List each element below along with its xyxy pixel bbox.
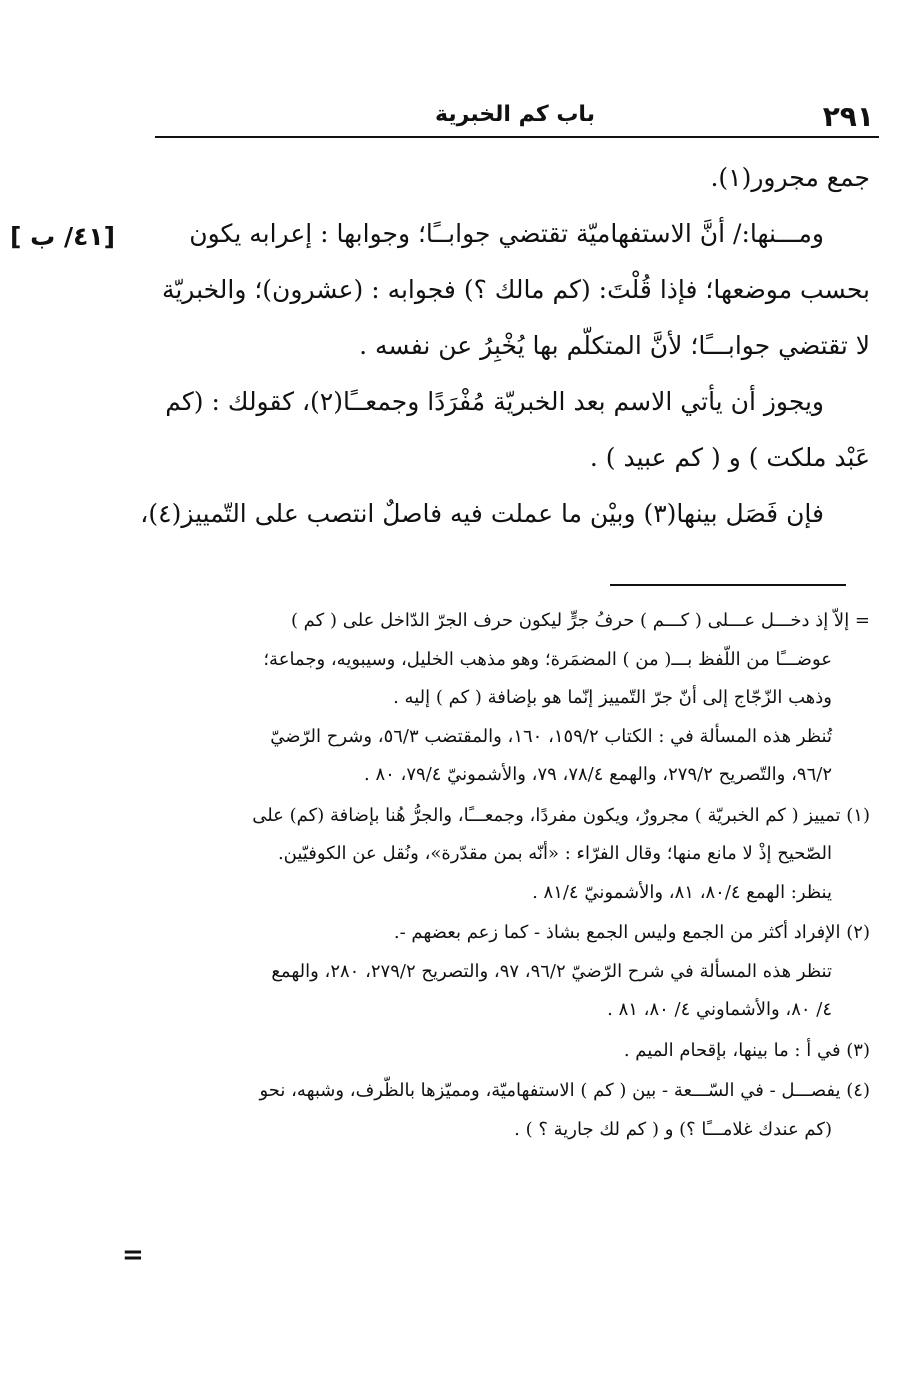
- main-text-line: ومـــنها:/ أنَّ الاستفهاميّة تقتضي جوابــًا؛ وجوابها : إعرابه يكون: [189, 219, 824, 248]
- main-text: [140, 150, 870, 542]
- footnotes: [150, 602, 870, 1151]
- footnote-line: ٤/ ٨٠، والأشماوني ٤/ ٨٠، ٨١ .: [607, 999, 832, 1020]
- footnote-3: [150, 1032, 870, 1071]
- footnote-line: ٩٦/٢، والتّصريح ٢٧٩/٢، والهمع ٧٨/٤، ٧٩، والأشمونيّ ٧٩/٤، ٨٠ .: [364, 764, 832, 785]
- footnote-line: (١) تمييز ( كم الخبريّة ) مجرورٌ، ويكون مفردًا، وجمعـــًا، والجرُّ هُنا بإضافة (كم) على: [252, 804, 870, 826]
- footnote-line: (٢) الإفراد أكثر من الجمع وليس الجمع بشاذ - كما زعم بعضهم -.: [393, 922, 870, 943]
- footnote-separator: [610, 584, 846, 586]
- main-text-line: جمع مجرور(١).: [710, 163, 870, 192]
- footnote-line: ينظر: الهمع ٨٠/٤، ٨١، والأشمونيّ ٨١/٤ .: [532, 881, 832, 903]
- page-header: [150, 96, 880, 136]
- header-rule: [155, 136, 879, 138]
- page-number: ٢٩١: [822, 100, 874, 133]
- footnote-line: تنظر هذه المسألة في شرح الرّضيّ ٩٦/٢، ٩٧، والتصريح ٢٧٩/٢، ٢٨٠، والهمع: [271, 960, 832, 982]
- footnote-line: (٣) في أ : ما بينها، بإقحام الميم .: [623, 1039, 870, 1061]
- footnote-1: [150, 797, 870, 913]
- footnote-line: وذهب الزّجّاج إلى أنّ جرّ التّمييز إنّما هو بإضافة ( كم ) إليه .: [393, 687, 832, 708]
- footnote-4: [150, 1072, 870, 1149]
- footnote-line: (٤) يفصـــل - في السّـــعة - بين ( كم ) الاستفهاميّة، ومميّزها بالظّرف، وشبهه، نحو: [259, 1080, 870, 1101]
- main-text-line: فإن فَصَل بينها(٣) وبيْن ما عملت فيه فاصلٌ انتصب على التّمييز(٤)،: [140, 499, 824, 528]
- footnote-line: عوضـــًا من اللّفظ بـــ( من ) المضمَرة؛ وهو مذهب الخليل، وسيبويه، وجماعة؛: [263, 648, 832, 670]
- main-text-line: عَبْد ملكت ) و ( كم عبيد ) .: [589, 443, 870, 472]
- manuscript-folio-marker: [ ٤١/ ب]: [10, 222, 116, 251]
- footnote-line: الصّحيح إذْ لا مانع منها؛ وقال الفرّاء : «أنّه بمن مقدّرة»، ونُقل عن الكوفيّين.: [277, 843, 832, 864]
- main-text-line: لا تقتضي جوابـــًا؛ لأنَّ المتكلّم بها يُخْبِرُ عن نفسه .: [359, 331, 870, 360]
- continuation-mark: =: [122, 1240, 144, 1270]
- main-text-line: ويجوز أن يأتي الاسم بعد الخبريّة مُفْرَدًا وجمعــًا(٢)، كقولك : (كم: [165, 387, 824, 416]
- footnote-2: [150, 914, 870, 1030]
- main-text-line: بحسب موضعها؛ فإذا قُلْتَ: (كم مالك ؟) فجوابه : (عشرون)؛ والخبريّة: [161, 275, 870, 304]
- footnote-continued: [150, 602, 870, 795]
- running-title: باب كم الخبرية: [435, 102, 595, 127]
- footnote-line: = إلاّ إذ دخـــل عـــلى ( كـــم ) حرفُ جرٍّ ليكون حرف الجرّ الدّاخل على ( كم ): [290, 610, 870, 631]
- footnote-line: (كم عندك غلامـــًا ؟) و ( كم لك جارية ؟ ) .: [514, 1118, 832, 1140]
- footnote-line: تُنظر هذه المسألة في : الكتاب ١٥٩/٢، ١٦٠، والمقتضب ٥٦/٣، وشرح الرّضيّ: [270, 725, 832, 747]
